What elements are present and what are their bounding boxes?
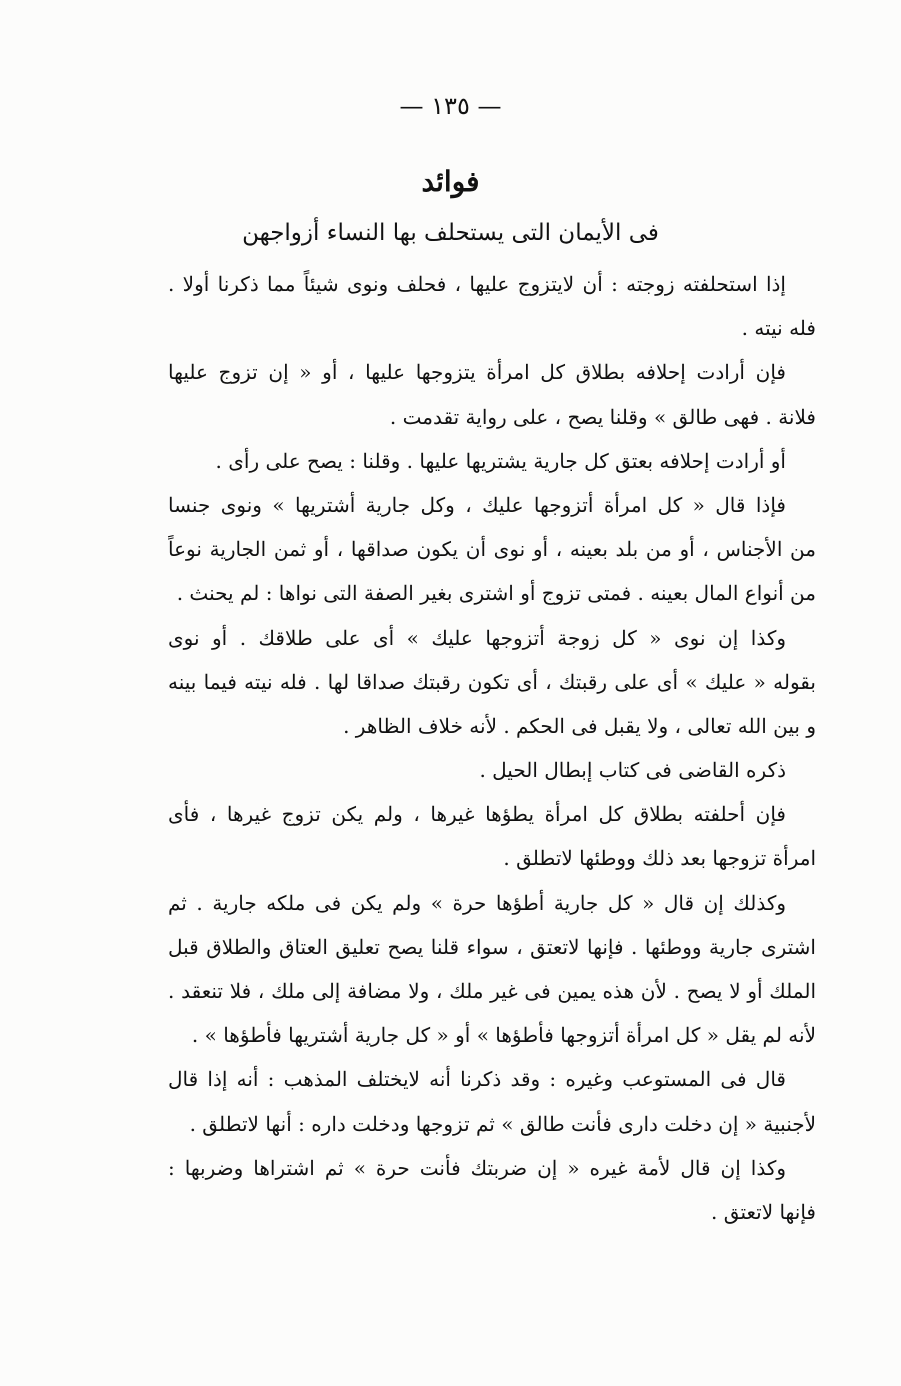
text-line: وكذلك إن قال « كل جارية أطؤها حرة » ولم يكن فى ملكه جارية . ثم [168, 890, 786, 915]
text-line: من أنواع المال بعينه . فمتى تزوج أو اشترى بغير الصفة التى نواها : لم يحنث . [176, 581, 816, 606]
page-number: — ١٣٥ — [399, 92, 502, 120]
text-line: اشترى جارية ووطئها . فإنها لاتعتق ، سواء قلنا يصح تعليق العتاق والطلاق قبل [168, 934, 816, 959]
text-line: أو أرادت إحلافه بعتق كل جارية يشتريها عليها . وقلنا : يصح على رأى . [215, 448, 786, 473]
text-line: بقوله « عليك » أى على رقبتك ، أى تكون رقبتك صداقا لها . فله نيته فيما بينه [168, 669, 816, 694]
text-line: الملك أو لا يصح . لأن هذه يمين فى غير ملك ، ولا مضافة إلى ملك ، فلا تنعقد . [168, 979, 816, 1003]
text-line: لأجنبية « إن دخلت دارى فأنت طالق » ثم تزوجها ودخلت داره : أنها لاتطلق . [189, 1111, 816, 1136]
text-line: فإن أحلفته بطلاق كل امرأة يطؤها غيرها ، ولم يكن تزوج غيرها ، فأى [168, 802, 786, 827]
text-line: امرأة تزوجها بعد ذلك ووطئها لاتطلق . [503, 846, 816, 871]
text-line: لأنه لم يقل « كل امرأة أتزوجها فأطؤها » أو « كل جارية أشتريها فأطؤها » . [191, 1023, 816, 1048]
text-line: وكذا إن قال لأمة غيره « إن ضربتك فأنت حرة » ثم اشتراها وضربها : [168, 1155, 786, 1180]
text-line: و بين الله تعالى ، ولا يقبل فى الحكم . لأنه خلاف الظاهر . [343, 713, 816, 738]
text-line: وكذا إن نوى « كل زوجة أتزوجها عليك » أى على طلاقك . أو نوى [168, 625, 786, 650]
text-line: قال فى المستوعب وغيره : وقد ذكرنا أنه لايختلف المذهب : أنه إذا قال [168, 1067, 786, 1092]
text-line: إذا استحلفته زوجته : أن لايتزوج عليها ، فحلف ونوى شيئاً مما ذكرنا أولا . [168, 272, 786, 296]
text-line: ذكره القاضى فى كتاب إبطال الحيل . [479, 758, 786, 783]
text-line: فإذا قال « كل امرأة أتزوجها عليك ، وكل جارية أشتريها » ونوى جنسا [168, 492, 786, 517]
section-subtitle: فى الأيمان التى يستحلف بها النساء أزواجهن [242, 220, 659, 246]
text-line: من الأجناس ، أو من بلد بعينه ، أو نوى أن يكون صداقها ، أو ثمن الجارية نوعاً [168, 537, 816, 562]
text-line: فلانة . فهى طالق » وقلنا يصح ، على رواية تقدمت . [389, 404, 816, 429]
text-line: فله نيته . [741, 316, 816, 341]
section-title: فوائد [421, 165, 480, 198]
text-line: فإنها لاتعتق . [711, 1199, 816, 1224]
body-text [168, 262, 816, 1234]
text-line: فإن أرادت إحلافه بطلاق كل امرأة يتزوجها عليها ، أو « إن تزوج عليها [168, 360, 786, 385]
